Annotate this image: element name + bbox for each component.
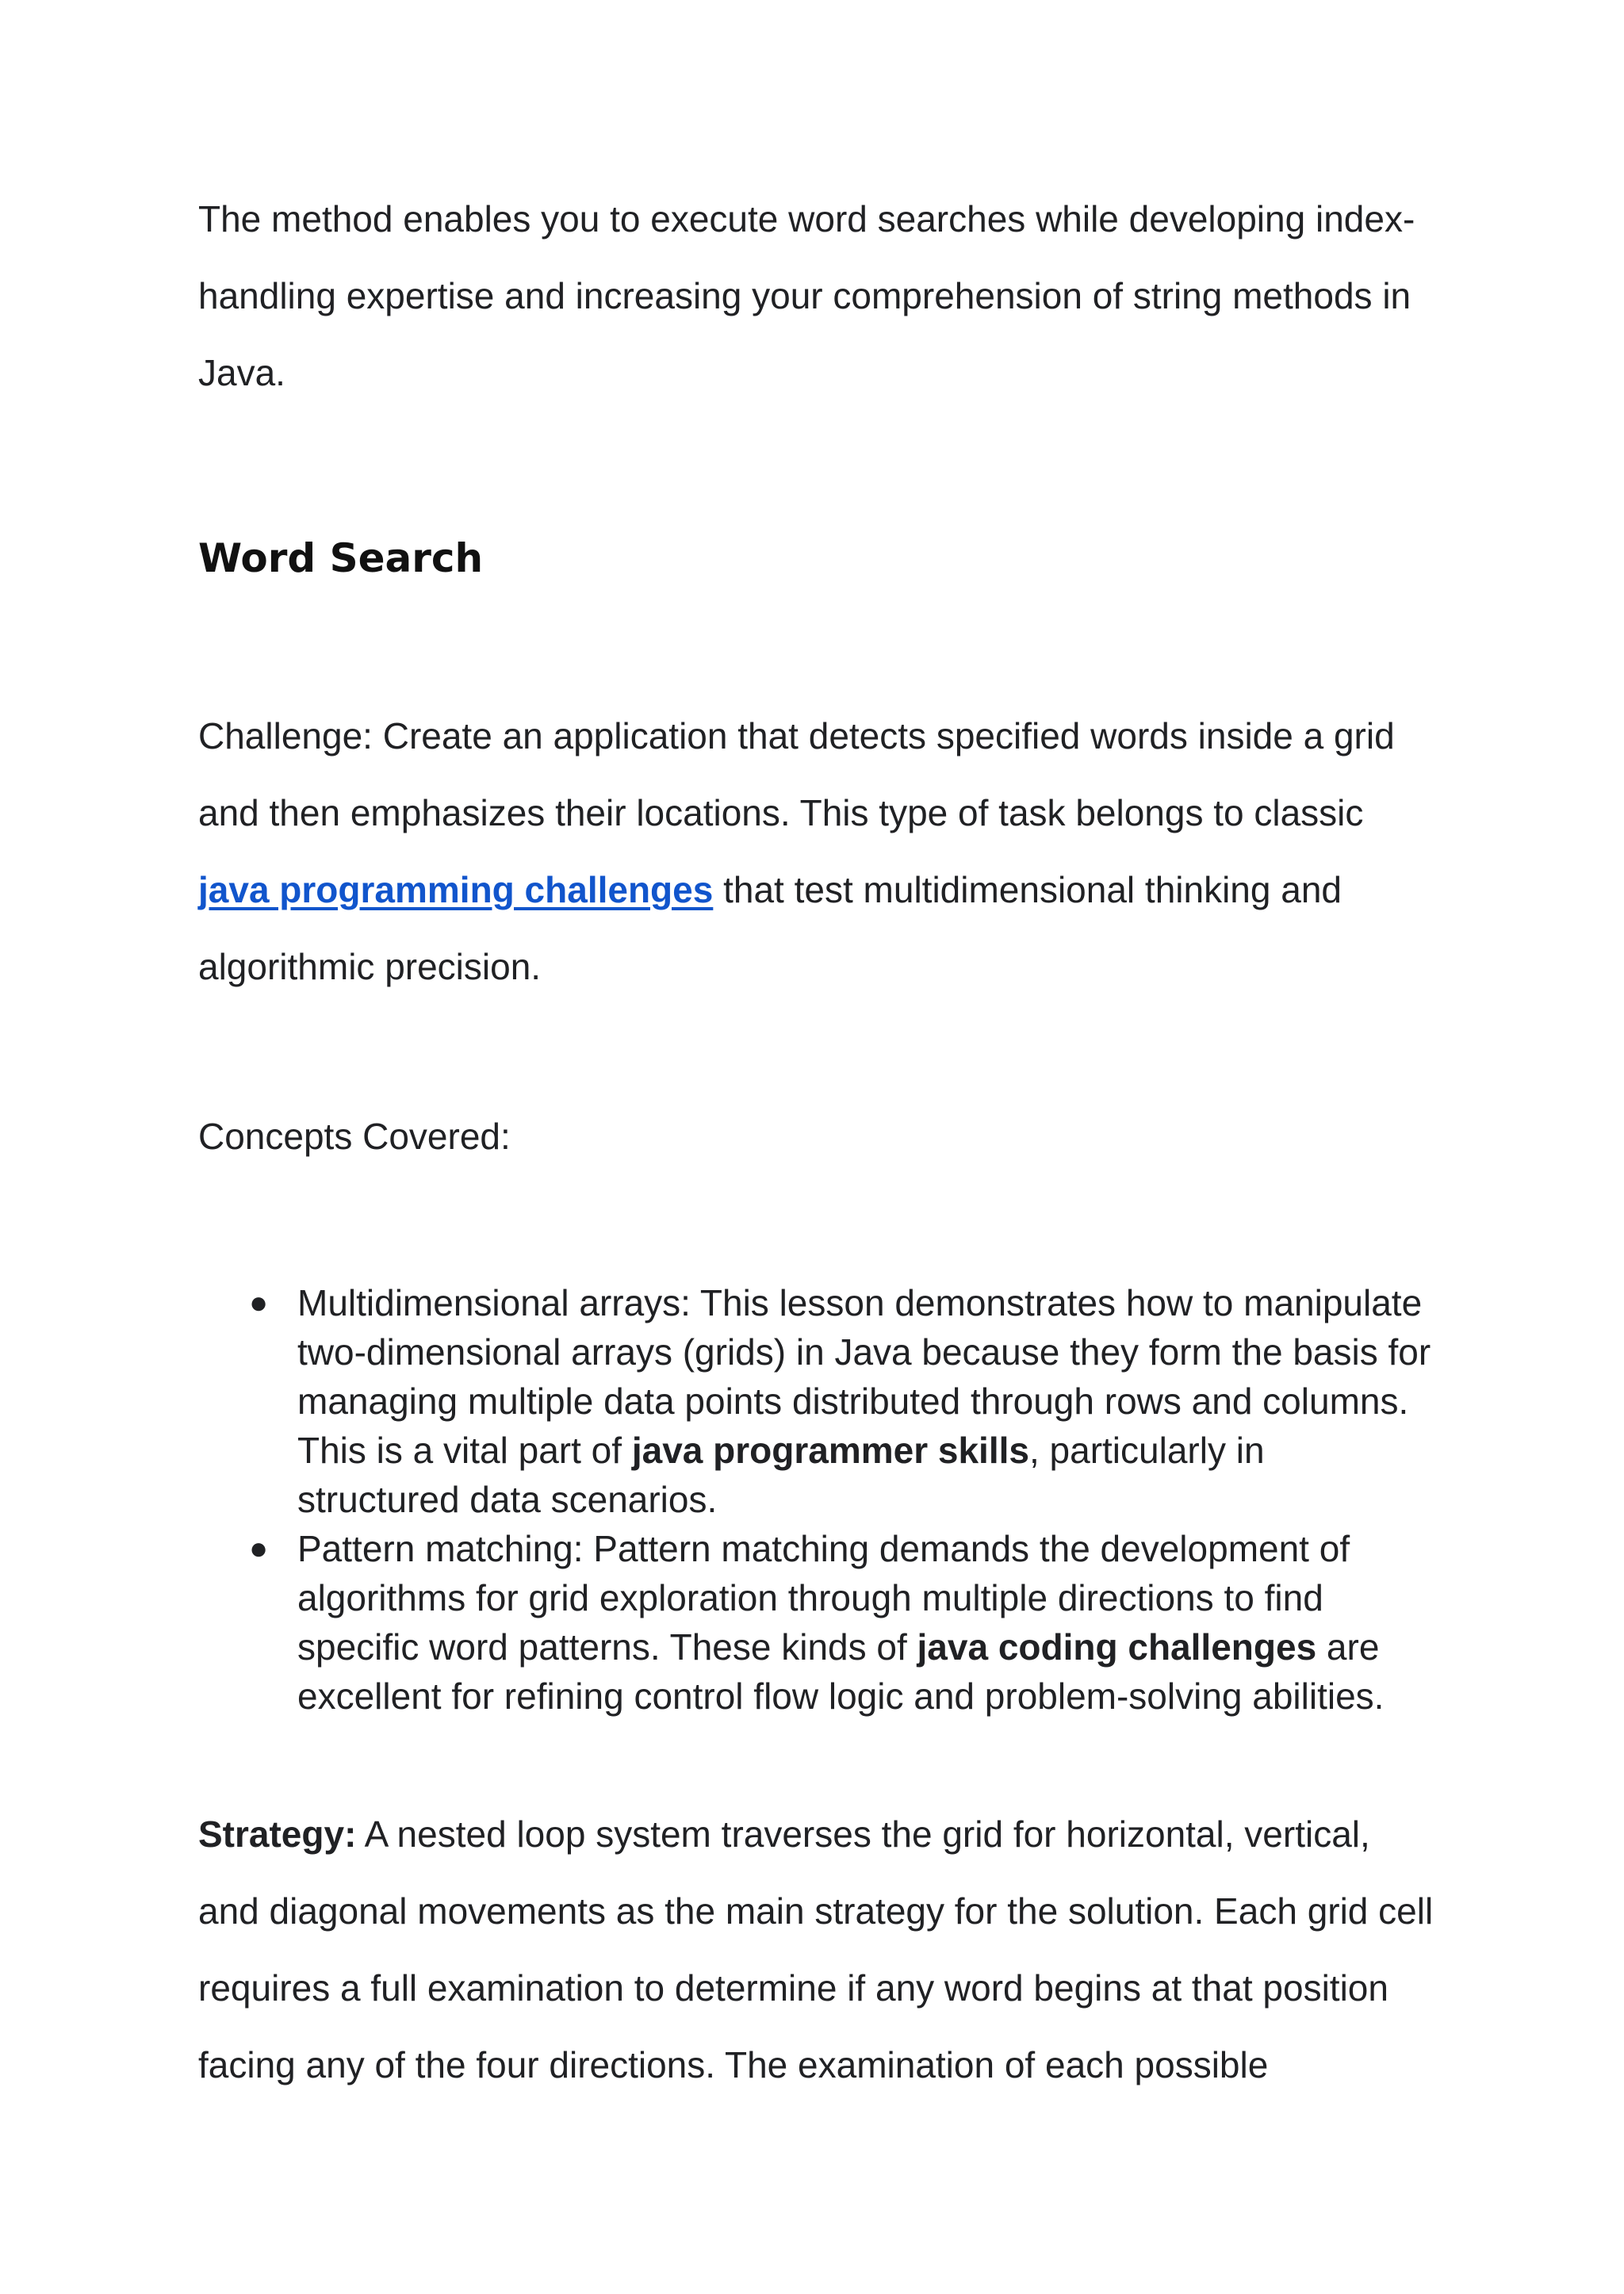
concepts-text: Concepts Covered: xyxy=(198,1116,511,1157)
bullet-icon: ● xyxy=(249,1531,269,1566)
item1-text-before: Multidimensional arrays: This lesson demonstrates how to manipulate two-dimensional arrays (grids) in Java because they form the basis for managing multiple data points distributed through rows and columns. This is a vital part of xyxy=(297,1282,1431,1471)
list-item xyxy=(198,1524,1435,1721)
challenge-text-before: Challenge: Create an application that detects specified words inside a grid and then emphasizes their locations. This type of task belongs to classic xyxy=(198,715,1395,833)
item2-bold-text: java coding challenges xyxy=(917,1626,1317,1668)
concepts-list xyxy=(198,1278,1435,1721)
item1-text-after: , particularly in structured data scenarios. xyxy=(297,1430,1265,1520)
strategy-paragraph xyxy=(198,1796,1435,2104)
intro-text: The method enables you to execute word searches while developing index-handling expertise and increasing your comprehension of string methods in Java. xyxy=(198,198,1415,393)
strategy-label: Strategy: xyxy=(198,1813,357,1855)
challenge-paragraph xyxy=(198,698,1435,1005)
item2-text-after: are excellent for refining control flow logic and problem-solving abilities. xyxy=(297,1626,1385,1717)
section-heading: Word Search xyxy=(198,535,484,581)
item2-text-before: Pattern matching: Pattern matching demands the development of algorithms for grid exploration through multiple directions to find specific word patterns. These kinds of xyxy=(297,1528,1350,1668)
challenge-text-after: that test multidimensional thinking and algorithmic precision. xyxy=(198,869,1342,987)
strategy-text: A nested loop system traverses the grid for horizontal, vertical, and diagonal movements as the main strategy for the solution. Each grid cell requires a full examination to determine if any word begins at that position facing any of the four directions. The examination of each possible xyxy=(198,1813,1434,2085)
item1-bold-text: java programmer skills xyxy=(631,1430,1029,1471)
list-item xyxy=(198,1278,1435,1524)
intro-paragraph xyxy=(198,181,1435,412)
java-programming-challenges-link[interactable]: java programming challenges xyxy=(198,869,714,910)
concepts-label xyxy=(198,1098,1435,1175)
bullet-icon: ● xyxy=(249,1285,269,1320)
